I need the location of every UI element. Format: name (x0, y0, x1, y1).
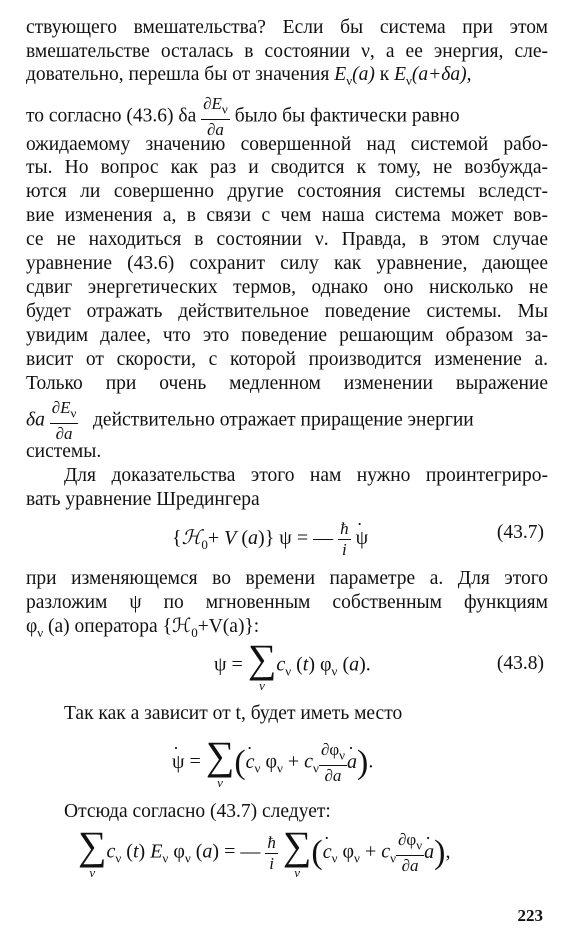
equation-psi-dot: · ψ = ∑ ν (· $c_\nu$ $\varphi_\nu + c_\nu$ $\frac{\partial\varphi_\nu}{\partial a}$ · a). (172, 736, 373, 790)
equation-number: (43.8) (496, 653, 544, 674)
text-line: Для доказательства этого нам нужно проинтегриро- (64, 465, 548, 486)
text-line: вмешательстве осталась в состоянии ν, а ее энергия, сле- (26, 41, 548, 62)
text-line: Отсюда согласно (43.7) следует: (64, 801, 331, 822)
text-line: ются ли совершенно другие состояния системы вследст- (26, 181, 548, 202)
text-line: ты. Но вопрос как раз и сводится к тому, не возбужда- (26, 157, 548, 178)
equation-expanded: ∑ ν $c_\nu$ (t) $E_\nu$ $\varphi_\nu$ (a) = — $\frac{ħ}{i}$ ∑ ν (· $c_\nu$ $\varphi_\nu + c_\nu$ $\frac{\partial\varphi_\nu}{\partial a}$ · a), (78, 826, 450, 880)
text-line: то согласно (43.6) δa $\frac{\partial E_\nu}{\partial a}$ было бы фактически равно (26, 94, 460, 140)
text-line: разложим ψ по мгновенным собственным функциям (26, 592, 548, 613)
text-line: увидим далее, что это поведение решающим образом за- (26, 325, 548, 346)
text-line: будет отражать действительное поведение системы. Мы (26, 301, 548, 322)
equation-number: (43.7) (496, 522, 544, 543)
text-line: системы. (26, 441, 102, 462)
equation-43-7: {ℋ$_0$+ V (a)} ψ = — $\frac{ħ}{i}$ · ψ (172, 519, 368, 560)
text-line: Только при очень медленном изменении выражение (26, 373, 548, 394)
text-line: уравнение (43.6) сохранит силу как уравнение, дающее (26, 253, 548, 274)
text-line: висит от скорости, с которой производится изменение a. (26, 349, 548, 370)
text-line: δa $\frac{\partial E_\nu}{\partial a}$ действительно отражает приращение энергии (26, 398, 474, 444)
text-line: се не находиться в состоянии ν. Правда, в этом случае (26, 229, 548, 250)
text-line: Так как a зависит от t, будет иметь место (64, 703, 403, 724)
fraction: $\frac{\partial E_\nu}{\partial a}$ (203, 94, 228, 140)
text-line: ствующего вмешательства? Если бы система при этом (26, 17, 548, 38)
text-line: $\varphi_\nu$ (a) оператора {ℋ$_0$+V(a)}: (26, 616, 260, 640)
equation-43-8: ψ = ∑ ν $c_\nu$ (t) $\varphi_\nu$ (a). (214, 636, 371, 693)
text-line: вие изменения a, в связи с чем наша система может вов- (26, 205, 548, 226)
fraction: $\frac{\partial E_\nu}{\partial a}$ (51, 398, 77, 444)
text-line: при изменяющемся во времени параметре a. Для этого (26, 568, 548, 589)
text-line: довательно, перешла бы от значения $E_\nu(a)$ к $E_\nu(a+\delta a)$, (26, 64, 472, 88)
text-line: сдвиг энергетических термов, однако оно нисколько не (26, 277, 548, 298)
text-line: вать уравнение Шредингера (26, 489, 260, 510)
page-number: 223 (517, 906, 543, 925)
text-line: ожидаемому значению совершенной над системой рабо- (26, 134, 548, 155)
